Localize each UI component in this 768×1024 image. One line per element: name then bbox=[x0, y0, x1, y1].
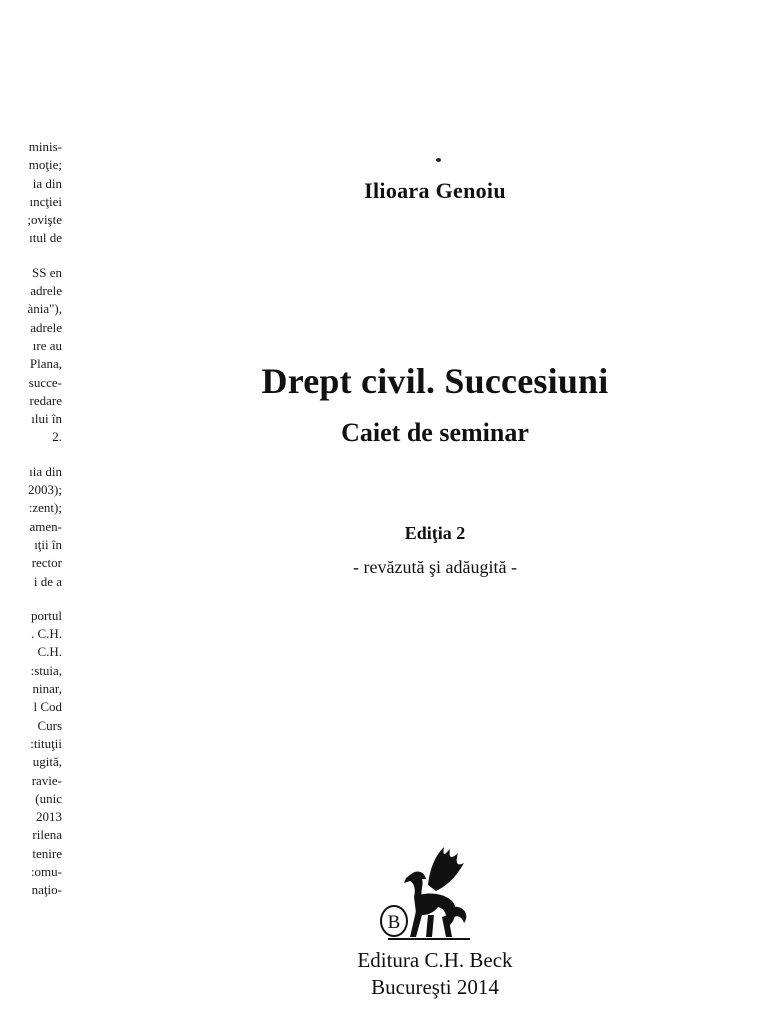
bleed-paragraph-gap bbox=[0, 248, 62, 264]
bleed-text-line: ıţii în bbox=[34, 536, 62, 552]
author-name: Ilioara Genoiu bbox=[364, 178, 506, 203]
bleed-text-line: ugită, bbox=[32, 754, 62, 770]
bleed-text-line: rector bbox=[31, 555, 62, 571]
bleed-text-line: portul bbox=[30, 607, 62, 623]
bleed-text-line: l Cod bbox=[33, 699, 62, 715]
bleed-text-line: (unic bbox=[35, 790, 62, 806]
bleed-text-line: minis- bbox=[28, 139, 62, 154]
bleed-text-line: adrele bbox=[30, 283, 62, 299]
bleed-text-line: ıre au bbox=[32, 337, 62, 353]
bleed-text-line: ıia din bbox=[29, 463, 62, 479]
bleed-text-line: 2. bbox=[52, 429, 62, 445]
bleed-text-line: i de a bbox=[33, 573, 62, 589]
bleed-text-line: :stuia, bbox=[30, 662, 62, 678]
bleed-text-line: adrele bbox=[30, 319, 62, 335]
bleed-paragraph-gap bbox=[0, 447, 62, 463]
bleed-text-line: amen- bbox=[29, 518, 62, 534]
bleed-text-line: . C.H. bbox=[30, 626, 62, 642]
bleed-text-line: :omu- bbox=[30, 863, 62, 879]
bleed-text-line: succe- bbox=[28, 374, 62, 390]
book-title: Drept civil. Succesiuni bbox=[261, 361, 609, 401]
publisher-griffin-logo-icon bbox=[370, 845, 480, 945]
bleed-text-line: ània"), bbox=[27, 301, 62, 317]
bleed-text-line: ;ovişte bbox=[27, 212, 62, 228]
publication-city-year: Bucureşti 2014 bbox=[371, 975, 499, 999]
bleed-text-line: ıtul de bbox=[29, 230, 62, 246]
adjacent-page-bleed-text bbox=[0, 138, 62, 900]
bleed-text-line: ılui în bbox=[31, 411, 62, 427]
bleed-text-line: rilena bbox=[32, 827, 62, 843]
bleed-text-line: naţio- bbox=[31, 882, 62, 898]
bleed-text-line: ninar, bbox=[32, 681, 62, 697]
bleed-text-line: Curs bbox=[37, 717, 62, 733]
bleed-text-line: :tituţii bbox=[30, 735, 62, 751]
publisher-imprint bbox=[230, 947, 640, 1001]
bleed-text-line: ravie- bbox=[31, 772, 62, 788]
bleed-text-line: 2003); bbox=[28, 482, 62, 498]
edition-label: Ediţia 2 bbox=[404, 523, 466, 543]
bleed-text-line: ia din bbox=[32, 175, 62, 191]
bleed-text-line: C.H. bbox=[37, 644, 62, 660]
scan-speck bbox=[436, 158, 441, 162]
bleed-text-line: Plana, bbox=[29, 356, 62, 372]
edition-note: - revăzută şi adăugită - bbox=[353, 557, 517, 577]
bleed-text-line: tenire bbox=[32, 845, 62, 861]
logo-letter: B bbox=[387, 912, 401, 933]
bleed-text-line: SS en bbox=[32, 264, 62, 280]
bleed-text-line: moţie; bbox=[28, 157, 62, 173]
publisher-name: Editura C.H. Beck bbox=[357, 948, 513, 972]
bleed-text-line: :zent); bbox=[28, 500, 62, 516]
book-subtitle: Caiet de seminar bbox=[341, 418, 529, 447]
bleed-text-line: ıncţiei bbox=[29, 193, 62, 209]
bleed-text-line: 2013 bbox=[36, 809, 62, 825]
bleed-paragraph-gap bbox=[0, 591, 62, 607]
bleed-text-line: redare bbox=[29, 392, 62, 408]
